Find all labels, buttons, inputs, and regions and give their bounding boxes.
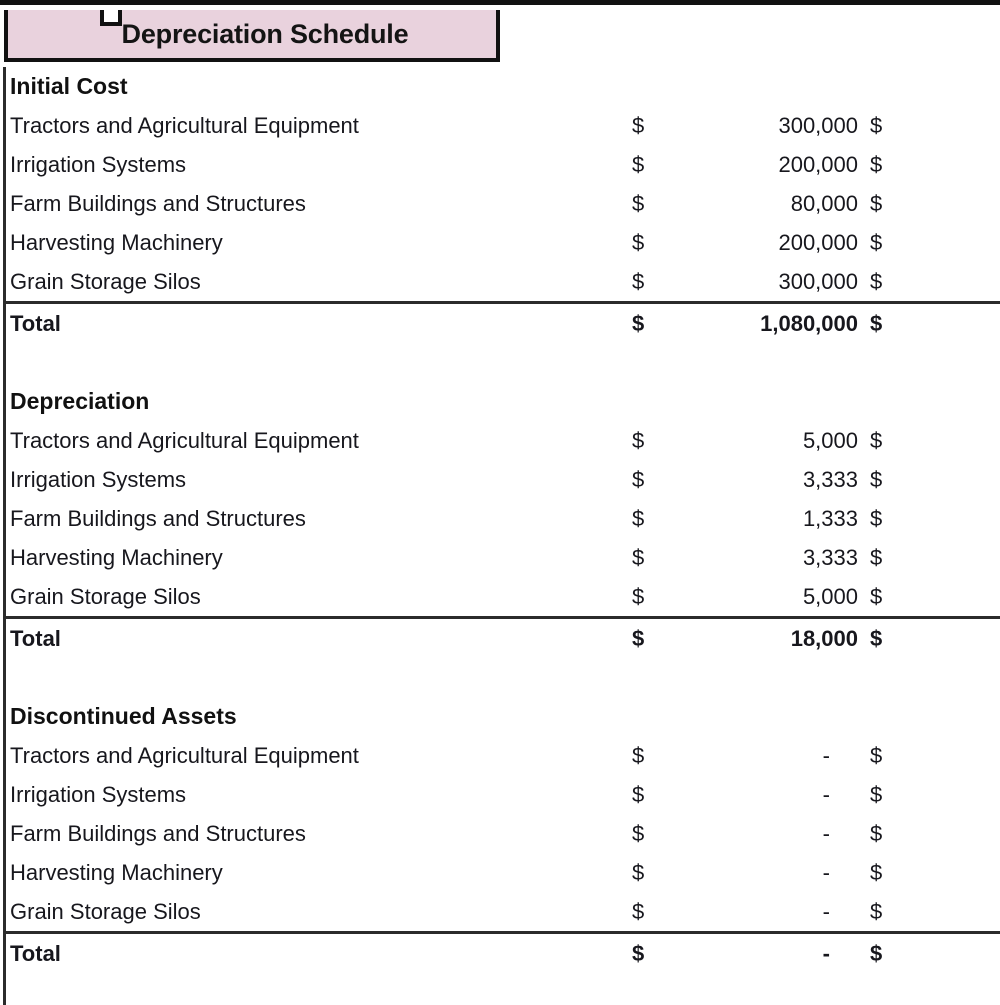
table-row xyxy=(6,577,1000,616)
section-spacer xyxy=(6,343,1000,382)
currency-symbol-left: $ xyxy=(632,269,645,294)
row-amount: 1,080,000 xyxy=(760,311,858,336)
table-row xyxy=(6,184,1000,223)
row-amount: 5,000 xyxy=(802,584,858,609)
row-amount: 18,000 xyxy=(790,626,858,651)
row-label: Grain Storage Silos xyxy=(10,899,201,924)
currency-symbol-left: $ xyxy=(632,626,645,651)
table-total-row xyxy=(6,934,1000,973)
currency-symbol-right: $ xyxy=(870,428,883,453)
table-row xyxy=(6,814,1000,853)
currency-symbol-left: $ xyxy=(632,152,645,177)
row-label: Farm Buildings and Structures xyxy=(10,506,306,531)
currency-symbol-right: $ xyxy=(870,545,883,570)
table-row xyxy=(6,223,1000,262)
row-amount: 200,000 xyxy=(778,152,858,177)
currency-symbol-left: $ xyxy=(632,506,645,531)
currency-symbol-left: $ xyxy=(632,584,645,609)
currency-symbol-left: $ xyxy=(632,941,645,966)
row-label: Tractors and Agricultural Equipment xyxy=(10,113,359,138)
currency-symbol-left: $ xyxy=(632,311,645,336)
row-amount: 5,000 xyxy=(802,428,858,453)
currency-symbol-left: $ xyxy=(632,545,645,570)
currency-symbol-right: $ xyxy=(870,626,883,651)
table-row xyxy=(6,421,1000,460)
currency-symbol-right: $ xyxy=(870,113,883,138)
table-total-row xyxy=(6,304,1000,343)
table-row xyxy=(6,499,1000,538)
currency-symbol-left: $ xyxy=(632,821,645,846)
currency-symbol-left: $ xyxy=(632,782,645,807)
currency-symbol-right: $ xyxy=(870,860,883,885)
section-heading: Depreciation xyxy=(10,388,150,414)
row-amount: - xyxy=(822,860,830,885)
table-row xyxy=(6,106,1000,145)
table-row xyxy=(6,853,1000,892)
currency-symbol-left: $ xyxy=(632,743,645,768)
row-amount: - xyxy=(822,821,830,846)
row-amount: 200,000 xyxy=(778,230,858,255)
row-amount: 300,000 xyxy=(778,113,858,138)
row-label: Harvesting Machinery xyxy=(10,860,223,885)
table-total-row xyxy=(6,619,1000,658)
currency-symbol-right: $ xyxy=(870,584,883,609)
row-amount: - xyxy=(822,899,830,924)
section-heading: Initial Cost xyxy=(10,73,128,99)
row-amount: 80,000 xyxy=(790,191,858,216)
row-amount: - xyxy=(822,743,830,768)
table-row xyxy=(6,145,1000,184)
currency-symbol-right: $ xyxy=(870,191,883,216)
currency-symbol-right: $ xyxy=(870,506,883,531)
table-row xyxy=(6,775,1000,814)
section-spacer xyxy=(6,658,1000,697)
row-amount: 3,333 xyxy=(802,545,858,570)
row-label: Farm Buildings and Structures xyxy=(10,821,306,846)
row-label: Irrigation Systems xyxy=(10,782,187,807)
table-row xyxy=(6,460,1000,499)
row-label: Irrigation Systems xyxy=(10,467,187,492)
table-row xyxy=(6,736,1000,775)
schedule-title-banner xyxy=(4,10,500,62)
currency-symbol-right: $ xyxy=(870,743,883,768)
currency-symbol-left: $ xyxy=(632,191,645,216)
currency-symbol-right: $ xyxy=(870,311,883,336)
row-label: Grain Storage Silos xyxy=(10,269,201,294)
table-row xyxy=(6,538,1000,577)
row-label: Grain Storage Silos xyxy=(10,584,201,609)
currency-symbol-right: $ xyxy=(870,821,883,846)
row-amount: 1,333 xyxy=(802,506,858,531)
currency-symbol-left: $ xyxy=(632,428,645,453)
section-heading: Discontinued Assets xyxy=(10,703,237,729)
page-title: Depreciation Schedule xyxy=(121,18,409,49)
row-label: Total xyxy=(10,311,61,336)
row-label: Farm Buildings and Structures xyxy=(10,191,306,216)
table-row xyxy=(6,892,1000,931)
sheet-tab-notch-icon xyxy=(100,10,122,26)
currency-symbol-right: $ xyxy=(870,152,883,177)
currency-symbol-left: $ xyxy=(632,860,645,885)
row-label: Tractors and Agricultural Equipment xyxy=(10,743,359,768)
currency-symbol-right: $ xyxy=(870,899,883,924)
row-amount: 3,333 xyxy=(802,467,858,492)
currency-symbol-right: $ xyxy=(870,269,883,294)
currency-symbol-left: $ xyxy=(632,230,645,255)
row-amount: - xyxy=(822,941,830,966)
row-label: Irrigation Systems xyxy=(10,152,187,177)
currency-symbol-left: $ xyxy=(632,467,645,492)
currency-symbol-right: $ xyxy=(870,467,883,492)
currency-symbol-left: $ xyxy=(632,113,645,138)
row-label: Total xyxy=(10,626,61,651)
table-row xyxy=(6,262,1000,301)
row-label: Harvesting Machinery xyxy=(10,230,223,255)
currency-symbol-right: $ xyxy=(870,782,883,807)
currency-symbol-left: $ xyxy=(632,899,645,924)
row-label: Harvesting Machinery xyxy=(10,545,223,570)
currency-symbol-right: $ xyxy=(870,941,883,966)
row-label: Tractors and Agricultural Equipment xyxy=(10,428,359,453)
depreciation-table xyxy=(6,67,1000,973)
currency-symbol-right: $ xyxy=(870,230,883,255)
row-amount: 300,000 xyxy=(778,269,858,294)
row-amount: - xyxy=(822,782,830,807)
row-label: Total xyxy=(10,941,61,966)
